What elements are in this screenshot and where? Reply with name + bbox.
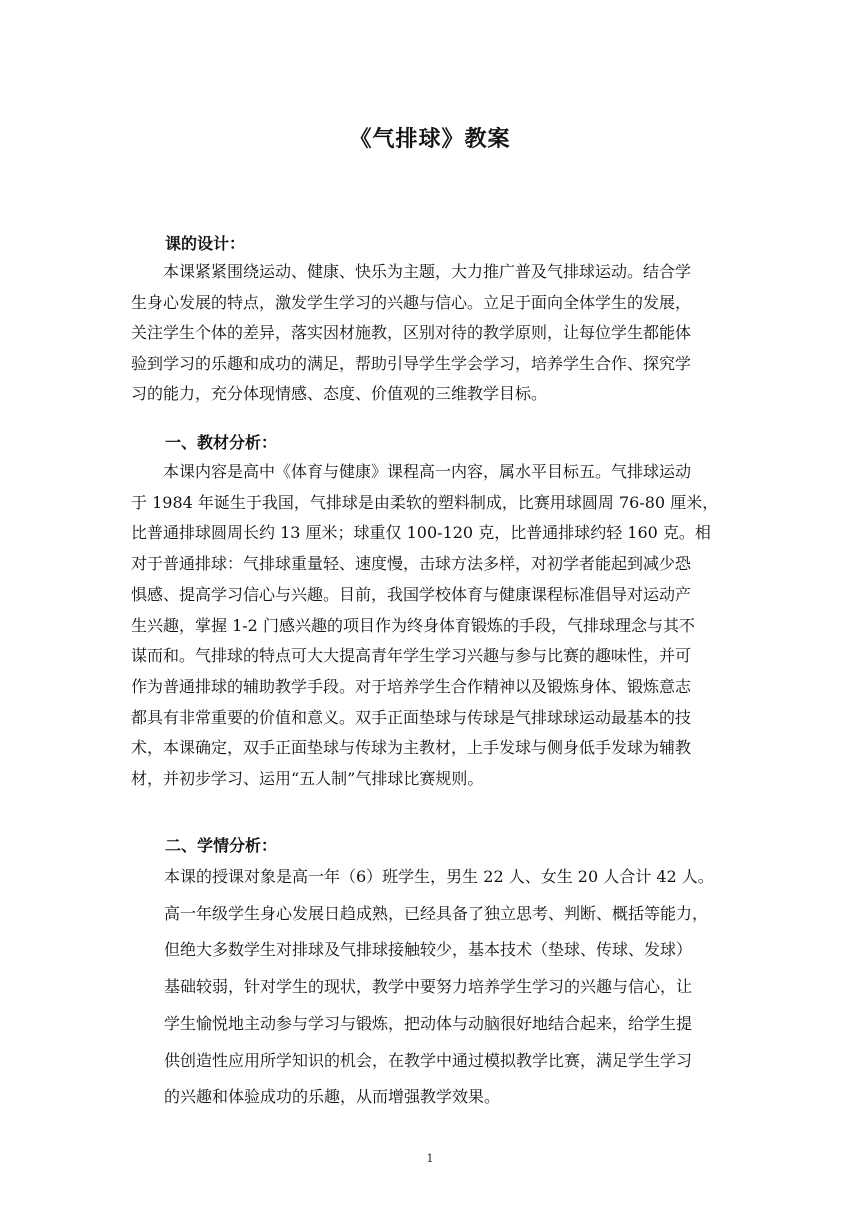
text-line: 谋而和。气排球的特点可大大提高青年学生学习兴趣与参与比赛的趣味性，并可 bbox=[131, 646, 692, 666]
text-line: 的兴趣和体验成功的乐趣，从而增强教学效果。 bbox=[164, 1087, 501, 1107]
text-line: 对于普通排球：气排球重量轻、速度慢，击球方法多样，对初学者能起到减少恐 bbox=[131, 554, 692, 574]
text-line: 基础较弱，针对学生的现状，教学中要努力培养学生学习的兴趣与信心，让 bbox=[164, 977, 693, 997]
text-line: 验到学习的乐趣和成功的满足，帮助引导学生学会学习，培养学生合作、探究学 bbox=[131, 353, 692, 373]
text-line: 本课的授课对象是高一年（6）班学生，男生 22 人、女生 20 人合计 42 人。 bbox=[164, 867, 714, 886]
text-line: 比普通排球圆周长约 13 厘米；球重仅 100-120 克，比普通排球约轻 160 克。相 bbox=[131, 523, 711, 543]
text-line: 学生愉悦地主动参与学习与锻炼，把动体与动脑很好地结合起来，给学生提 bbox=[164, 1013, 693, 1033]
text-line: 都具有非常重要的价值和意义。双手正面垫球与传球是气排球球运动最基本的技 bbox=[131, 707, 692, 727]
text-line: 于 1984 年诞生于我国，气排球是由柔软的塑料制成，比赛用球圆周 76-80 厘米， bbox=[131, 492, 719, 512]
text-line: 术，本课确定，双手正面垫球与传球为主教材，上手发球与侧身低手发球为辅教 bbox=[131, 738, 692, 758]
section-heading-students: 二、学情分析： bbox=[165, 836, 278, 855]
section-heading-design: 课的设计： bbox=[165, 234, 246, 253]
document-title: 《气排球》教案 bbox=[349, 127, 511, 152]
text-line: 关注学生个体的差异，落实因材施教，区别对待的教学原则，让每位学生都能体 bbox=[131, 323, 692, 342]
section-heading-material: 一、教材分析： bbox=[165, 433, 278, 452]
text-line: 但绝大多数学生对排球及气排球接触较少，基本技术（垫球、传球、发球） bbox=[164, 940, 693, 960]
text-line: 生兴趣，掌握 1-2 门感兴趣的项目作为终身体育锻炼的手段，气排球理念与其不 bbox=[131, 615, 695, 635]
text-line: 供创造性应用所学知识的机会，在教学中通过模拟教学比赛，满足学生学习 bbox=[164, 1050, 693, 1070]
paragraph-students bbox=[164, 859, 764, 1116]
text-line: 惧感、提高学习信心与兴趣。目前，我国学校体育与健康课程标准倡导对运动产 bbox=[131, 584, 692, 604]
text-line: 高一年级学生身心发展日趋成熟，已经具备了独立思考、判断、概括等能力， bbox=[164, 903, 709, 923]
paragraph-material bbox=[131, 457, 731, 795]
text-line: 本课内容是高中《体育与健康》课程高一内容，属水平目标五。气排球运动 bbox=[131, 462, 692, 481]
text-line: 习的能力，充分体现情感、态度、价值观的三维教学目标。 bbox=[131, 384, 548, 403]
paragraph-design bbox=[131, 257, 731, 410]
text-line: 本课紧紧围绕运动、健康、快乐为主题，大力推广普及气排球运动。结合学 bbox=[131, 262, 692, 281]
text-line: 生身心发展的特点，激发学生学习的兴趣与信心。立足于面向全体学生的发展， bbox=[131, 292, 692, 312]
text-line: 材，并初步学习、运用“五人制”气排球比赛规则。 bbox=[131, 769, 484, 789]
text-line: 作为普通排球的辅助教学手段。对于培养学生合作精神以及锻炼身体、锻炼意志 bbox=[131, 676, 692, 696]
page-number: 1 bbox=[426, 1152, 434, 1165]
